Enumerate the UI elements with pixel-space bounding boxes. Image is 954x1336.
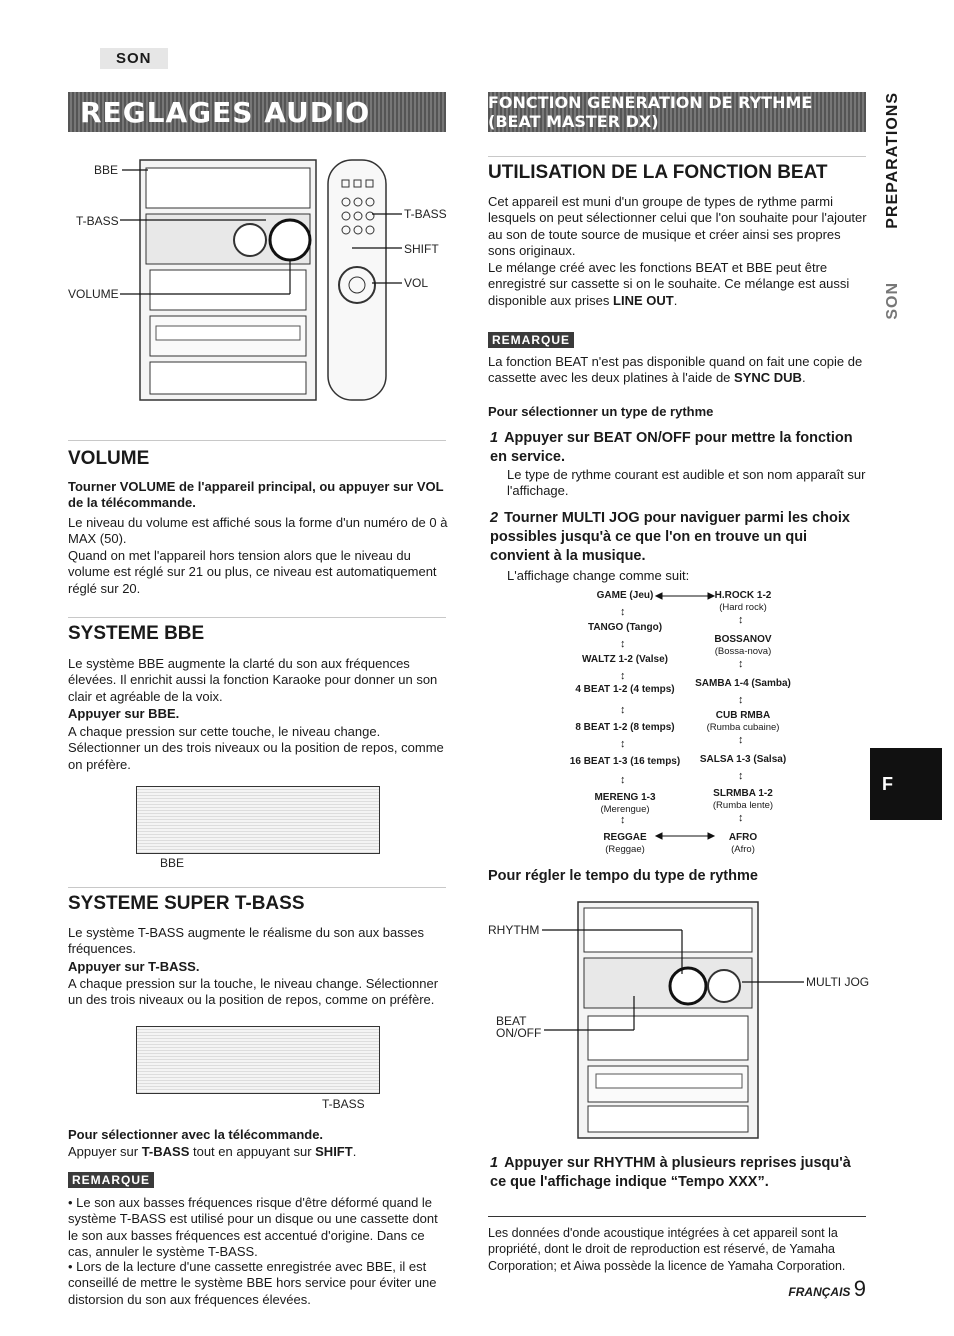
flow-arrow: ↕ xyxy=(738,658,744,670)
label-beat: BEAT xyxy=(496,1014,527,1028)
bbe-text-1: Le système BBE augmente la clarté du son aux fréquences élevées. Il enrichit aussi la fonction Karaoke pour donner un son clair et agréable de la voix. xyxy=(68,656,438,704)
page-footer: FRANÇAIS 9 xyxy=(788,1276,866,1301)
flow-arrow: ↕ xyxy=(738,770,744,782)
step-2: 2 Tourner MULTI JOG pour naviguer parmi les choix possibles jusqu'à ce que l'on en trouve un qui convient à la musique. xyxy=(490,510,850,564)
label-tbass-figure: T-BASS xyxy=(322,1097,365,1111)
label-shift: SHIFT xyxy=(404,242,439,256)
rhythm-item-name: AFRO xyxy=(728,832,758,843)
divider xyxy=(488,1216,866,1217)
tbass-button-illustration xyxy=(136,1026,380,1094)
tbass-note-1: • Le son aux basses fréquences risque d'être déformé quand le système T-BASS est utilisé pour un disque ou une cassette dont le son aux basses fréquences est accentué d'origine. Dans ce cas, annuler le système T-BASS. xyxy=(68,1195,438,1260)
tbass-note-2: • Lors de la lecture d'une cassette enregistrée avec BBE, il est conseillé de mettre le système BBE hors service pour éviter une distorsion du son aux fréquences élevées. xyxy=(68,1259,437,1307)
remarque-badge: REMARQUE xyxy=(488,332,574,348)
tbass-subheading: Appuyer sur T-BASS. xyxy=(68,959,200,974)
remarque-badge: REMARQUE xyxy=(68,1172,154,1188)
rhythm-item-name: WALTZ 1-2 (Valse) xyxy=(582,654,668,665)
heading-tbass: SYSTEME SUPER T-BASS xyxy=(68,893,305,914)
flow-arrow: ↕ xyxy=(738,694,744,706)
label-multi-jog: MULTI JOG xyxy=(806,975,870,989)
step-1: 1 Appuyer sur BEAT ON/OFF pour mettre la fonction en service. xyxy=(490,430,853,465)
side-tab-son: SON xyxy=(884,282,901,320)
rhythm-item-translation: (Reggae) xyxy=(605,844,645,855)
rhythm-item-name: BOSSANOV xyxy=(714,634,772,645)
step-2-desc: L'affichage change comme suit: xyxy=(507,568,690,583)
label-vol: VOL xyxy=(404,276,429,290)
rhythm-item-name: 4 BEAT 1-2 (4 temps) xyxy=(575,684,675,695)
volume-text-1: Le niveau du volume est affiché sous la forme d'un numéro de 0 à MAX (50). xyxy=(68,515,448,547)
language-tab: F xyxy=(870,748,942,820)
volume-instruction: Tourner VOLUME de l'appareil principal, ou appuyer sur VOL de la télécommande. xyxy=(68,479,444,511)
step-1-desc: Le type de rythme courant est audible et son nom apparaît sur l'affichage. xyxy=(507,467,866,499)
tempo-subheading: Pour régler le tempo du type de rythme xyxy=(488,868,758,884)
label-tbass-unit: T-BASS xyxy=(76,214,119,228)
side-tab-preparations: PREPARATIONS xyxy=(884,92,901,229)
heading-bbe: SYSTEME BBE xyxy=(68,623,205,644)
beat-text-1: Cet appareil est muni d'un groupe de types de rythme parmi lesquels on peut sélectionner celui que l'on souhaite pour l'ajouter au son de toute source de musique et créer ainsi ses propres sons originaux. xyxy=(488,194,867,259)
stereo-front-illustration xyxy=(488,898,878,1142)
rhythm-item-translation: (Rumba cubaine) xyxy=(706,722,780,733)
flow-arrow: ↕ xyxy=(620,638,626,650)
divider xyxy=(68,887,446,888)
rhythm-cycle-diagram xyxy=(560,586,800,862)
remote-instruction: Appuyer sur T-BASS tout en appuyant sur SHIFT. xyxy=(68,1144,357,1159)
figure-rhythm-controls xyxy=(488,898,878,1142)
volume-text-2: Quand on met l'appareil hors tension alors que le niveau du volume est réglé sur 21 ou plus, ce niveau est automatiquement réglé sur 20. xyxy=(68,548,437,596)
beat-text-2: Le mélange créé avec les fonctions BEAT et BBE peut être enregistré sur cassette si on le souhaite. Ce mélange est aussi disponible aux prises LINE OUT. xyxy=(488,260,850,308)
rhythm-item-name: REGGAE xyxy=(603,832,647,843)
rhythm-item-translation: (Bossa-nova) xyxy=(714,646,772,657)
rhythm-item-name: TANGO (Tango) xyxy=(587,622,663,633)
rhythm-item-name: SALSA 1-3 (Salsa) xyxy=(699,754,787,765)
bbe-text-2: A chaque pression sur cette touche, le niveau change. Sélectionner un des trois niveaux ou la position de repos, comme on préfère. xyxy=(68,724,444,772)
stereo-illustration xyxy=(66,150,456,410)
flow-arrow: ↕ xyxy=(620,814,626,826)
rhythm-item-name: GAME (Jeu) xyxy=(596,590,654,601)
label-tbass-remote: T-BASS xyxy=(404,207,447,221)
rhythm-item-translation: (Hard rock) xyxy=(719,602,767,613)
label-rhythm: RHYTHM xyxy=(488,923,540,937)
rhythm-item-name: 16 BEAT 1-3 (16 temps) xyxy=(569,756,681,767)
bbe-button-illustration xyxy=(136,786,380,854)
label-bbe: BBE xyxy=(94,163,119,177)
select-subheading: Pour sélectionner un type de rythme xyxy=(488,404,714,419)
divider xyxy=(488,156,866,157)
rhythm-item-name: SAMBA 1-4 (Samba) xyxy=(695,678,791,689)
tbass-text-2: A chaque pression sur la touche, le niveau change. Sélectionner un des trois niveaux ou la position de repos, comme on préfère. xyxy=(68,976,439,1008)
flow-arrow: ↕ xyxy=(738,734,744,746)
rhythm-item-translation: (Merengue) xyxy=(600,804,650,815)
rhythm-item-name: 8 BEAT 1-2 (8 temps) xyxy=(575,722,675,733)
flow-arrow: ↕ xyxy=(620,606,626,618)
rhythm-item-name: H.ROCK 1-2 xyxy=(714,590,772,601)
flow-arrow: ↕ xyxy=(620,670,626,682)
copyright-note: Les données d'onde acoustique intégrées à cet appareil sont la propriété, dont le droit de reproduction est réservé, de Yamaha Corporation; et Aiwa possède la licence de Yamaha Corporation. xyxy=(488,1226,846,1273)
figure-stereo-remote xyxy=(66,150,456,410)
divider xyxy=(68,617,446,618)
rhythm-item-name: SLRMBA 1-2 xyxy=(713,788,773,799)
cycle-arrows xyxy=(560,586,800,862)
flow-arrow: ↕ xyxy=(738,812,744,824)
beat-note: La fonction BEAT n'est pas disponible quand on fait une copie de cassette avec les deux platines à l'aide de SYNC DUB. xyxy=(488,354,863,386)
remote-subheading: Pour sélectionner avec la télécommande. xyxy=(68,1127,324,1142)
flow-arrow: ↕ xyxy=(620,738,626,750)
banner-audio-settings: REGLAGES AUDIO xyxy=(68,92,446,132)
rhythm-item-name: CUB RMBA xyxy=(715,710,771,721)
rhythm-item-translation: (Afro) xyxy=(731,844,755,855)
divider xyxy=(68,440,446,441)
label-bbe-figure: BBE xyxy=(160,856,185,870)
flow-arrow: ↕ xyxy=(620,704,626,716)
tbass-text-1: Le système T-BASS augmente le réalisme du son aux basses fréquences. xyxy=(68,925,425,957)
rhythm-item-name: MERENG 1-3 xyxy=(594,792,656,803)
label-volume: VOLUME xyxy=(68,287,119,301)
heading-beat: UTILISATION DE LA FONCTION BEAT xyxy=(488,162,828,183)
rhythm-item-translation: (Rumba lente) xyxy=(712,800,774,811)
flow-arrow: ↕ xyxy=(738,614,744,626)
flow-arrow: ↕ xyxy=(620,774,626,786)
label-onoff: ON/OFF xyxy=(496,1026,542,1040)
banner-rhythm-generator: FONCTION GENERATION DE RYTHME (BEAT MASTER DX) xyxy=(488,92,866,132)
tempo-step-1: 1 Appuyer sur RHYTHM à plusieurs reprises jusqu'à ce que l'affichage indique “Tempo XXX”. xyxy=(490,1155,851,1190)
section-tag: SON xyxy=(100,48,168,69)
heading-volume: VOLUME xyxy=(68,448,150,469)
bbe-subheading: Appuyer sur BBE. xyxy=(68,706,180,721)
